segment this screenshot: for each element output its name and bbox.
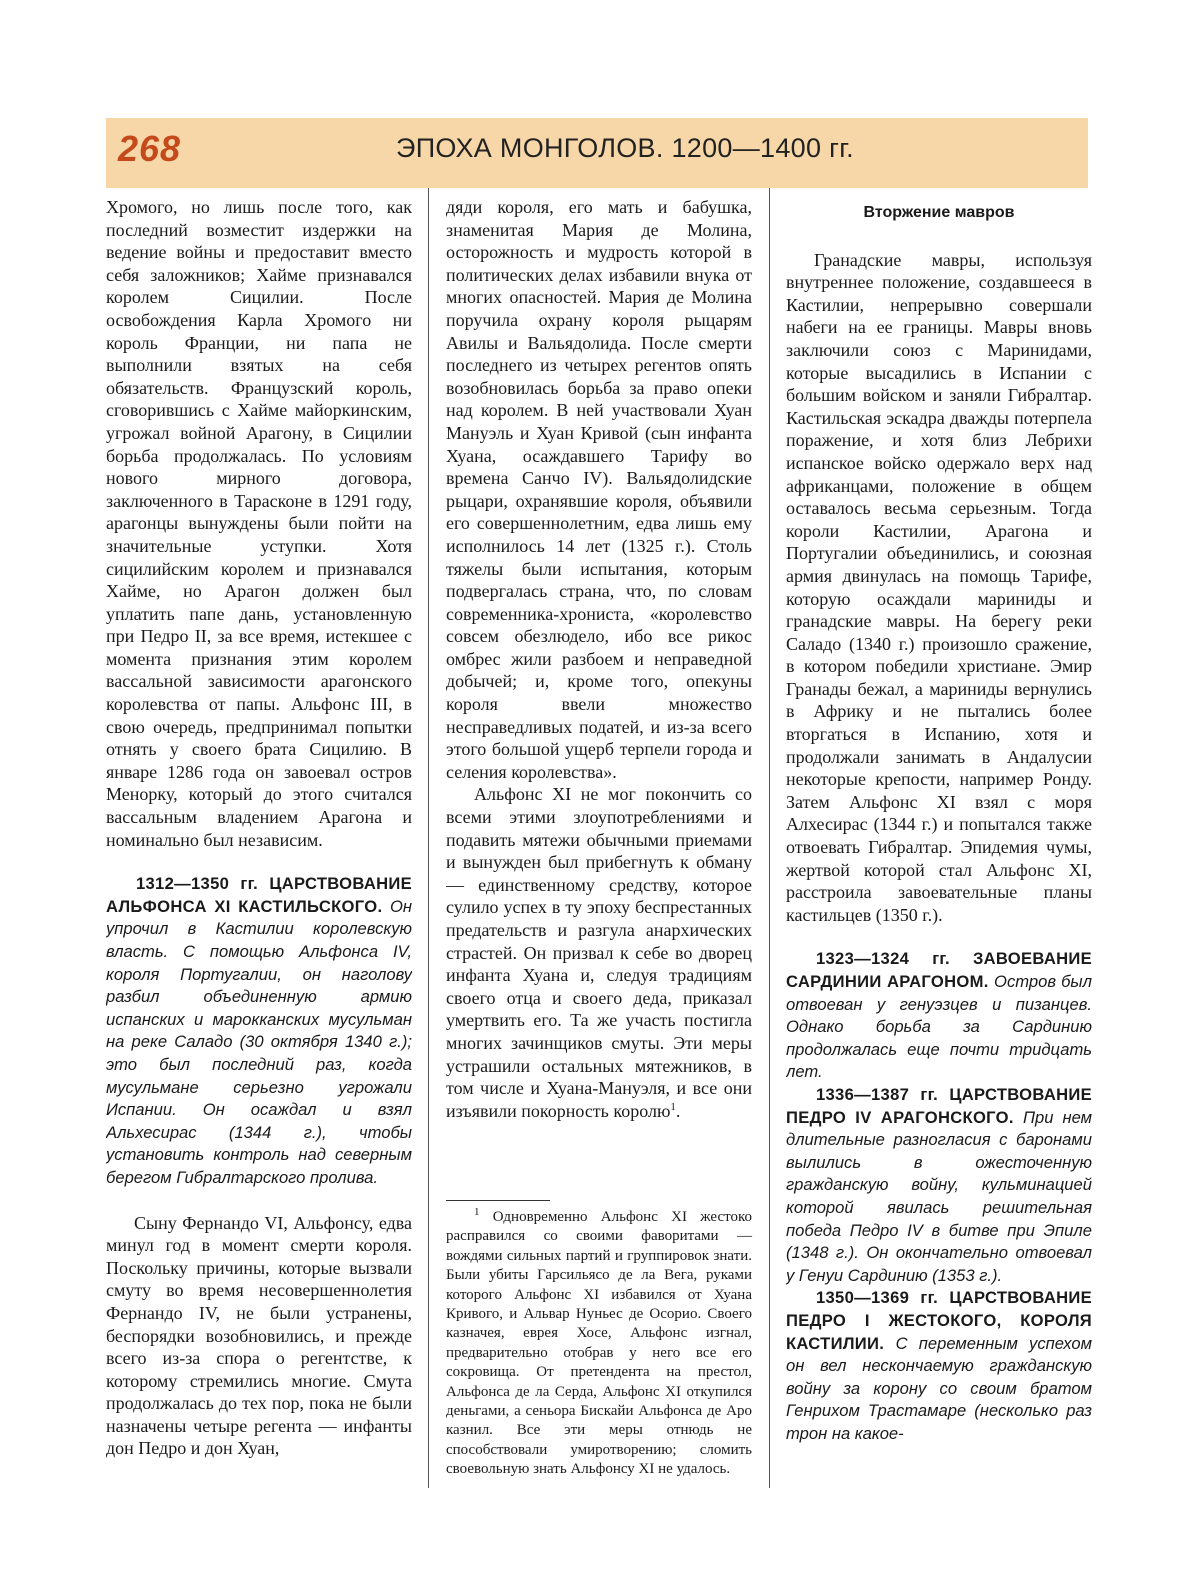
- paragraph: Гранадские мавры, используя внутреннее положение, создавшееся в Кастилии, непрерывно совершали набеги на ее границы. Мавры вновь заключили союз с Маринидами, которые высадились в Испании с большим войском и заняли Гибралтар. Кастильская эскадра дважды потерпела поражение, и хотя близ Лебрихи испанское войско одержало верх над африканцами, положение в общем оставалось весьма серьезным. Тогда короли Кастилии, Арагона и Португалии объединились, и союзная армия двинулась на помощь Тарифе, которую осаждали мариниды и гранадские мавры. На берегу реки Саладо (1340 г.) произошло сражение, в котором победили христиане. Эмир Гранады бежал, а мариниды вернулись в Африку и не пытались более вторгаться в Испанию, хотя и продолжали занимать в Андалусии некоторые крепости, например Ронду. Затем Альфонс XI взял с моря Алхесирас (1344 г.) и попытался также отвоевать Гибралтар. Эпидемия чумы, жертвой которой стал Альфонс XI, расстроила завоевательные планы кастильцев (1350 г.).: [786, 249, 1092, 925]
- footnote-ref: 1: [670, 1100, 676, 1113]
- page-header: [106, 118, 1088, 188]
- chronology-entry: [786, 948, 1092, 1084]
- chronology-entry: [786, 1287, 1092, 1445]
- footnote: [446, 1208, 752, 1480]
- entry-body: С переменным успехом он вел нескончаемую гражданскую войну за корону со своим братом Генрихом Трастамаре (несколько раз трон на какое-: [786, 1333, 1092, 1443]
- paragraph: Альфонс XI не мог покончить со всеми этими злоупотреблениями и подавить мятежи обычными приемами и вынужден был прибегнуть к обману — единственному средству, которое сулило успех в ту эпоху беспрестанных предательств и разгула анархических страстей. Он призвал к себе во дворец инфанта Хуана и, следуя традициям своего отца и своего деда, приказал умертвить его. Та же участь постигла многих зачинщиков смуты. Эти меры устрашили остальных мятежников, в том числе и Хуана-Мануэля, и все они изъявили покорность королю$^1$.: [446, 784, 752, 1121]
- column-divider: [428, 188, 429, 1488]
- entry-heading: 1350—1369 гг. ЦАРСТВОВАНИЕ ПЕДРО I ЖЕСТОКОГО, КОРОЛЯ КАСТИЛИИ.: [786, 1288, 1092, 1353]
- entry-body: При нем длительные разногласия с баронами вылились в ожесточенную гражданскую войну, кульминацией которой явилась решительная победа Педро IV в битве при Эпиле (1348 г.). Он окончательно отвоевал у Генуи Сардинию (1353 г.).: [786, 1107, 1092, 1285]
- chronology-entry: [106, 873, 412, 1189]
- footnote-rule: [446, 1200, 550, 1201]
- footnote-mark: 1: [474, 1206, 480, 1218]
- chronology-entry: [786, 1084, 1092, 1287]
- section-subheading: Вторжение мавров: [863, 204, 1015, 221]
- paragraph: дяди короля, его мать и бабушка, знаменитая Мария де Молина, осторожность и мудрость которой в политических делах избавили внука от многих опасностей. Мария де Молина поручила охрану короля рыцарям Авилы и Вальядолида. После смерти последнего из четырех регентов опять возобновилась борьба за право опеки над королем. В ней участвовали Хуан Мануэль и Хуан Кривой (сын инфанта Хуана, осаждавшего Тарифу во времена Санчо IV). Вальядолидские рыцари, охранявшие короля, объявили его совершеннолетним, едва лишь ему исполнилось 14 лет (1325 г.). Столь тяжелы были испытания, которым подвергалась страна, что, по словам современника-хрониста, «королевство совсем обезлюдело, ибо все рикос омбрес жили разбоем и неправедной добычей; и, кроме того, опекуны короля ввели множество несправедливых податей, и из-за всего этого большой ущерб терпели города и селения королевства».: [446, 197, 752, 782]
- entry-heading: 1312—1350 гг. ЦАРСТВОВАНИЕ АЛЬФОНСА XI КАСТИЛЬСКОГО.: [106, 874, 412, 916]
- column-right: [786, 196, 1092, 1445]
- page-number: 268: [118, 128, 182, 169]
- paragraph-text: Альфонс XI не мог покончить со всеми этими злоупотреблениями и подавить мятежи обычными приемами и вынужден был прибегнуть к обману — единственному средству, которое сулило успех в ту эпоху беспрестанных предательств и разгула анархических страстей. Он призвал к себе во дворец инфанта Хуана и, следуя традициям своего отца и своего деда, приказал умертвить его. Та же участь постигла многих зачинщиков смуты. Эти меры устрашили остальных мятежников, в том числе и Хуана-Мануэля, и все они изъявили покорность королю: [446, 784, 752, 1121]
- entry-heading: 1336—1387 гг. ЦАРСТВОВАНИЕ ПЕДРО IV АРАГОНСКОГО.: [786, 1084, 1092, 1127]
- paragraph: Сыну Фернандо VI, Альфонсу, едва минул год в момент смерти короля. Поскольку причины, которые вызвали смуту во время несовершеннолетия Фернандо IV, не были устранены, беспорядки возобновились, и прежде всего из-за спора о регентстве, к которому стремились многие. Смута продолжалась до тех пор, пока не были назначены четыре регента — инфанты дон Педро и дон Хуан,: [106, 1212, 412, 1459]
- column-middle: [446, 196, 752, 1186]
- paragraph: Хромого, но лишь после того, как последний возместит издержки на ведение войны и предоставит вместо себя заложников; Хайме признавался королем Сицилии. После освобождения Карла Хромого ни король Франции, ни папа не выполнили взятых на себя обязательств. Французский король, сговорившись с Хайме майоркинским, угрожал войной Арагону, в Сицилии борьба продолжалась. По условиям нового мирного договора, заключенного в Тарасконе в 1291 году, арагонцы вынуждены были пойти на значительные уступки. Хотя сицилийским королем и признавался Хайме, но Арагон должен был уплатить папе дань, установленную при Педро II, за все время, истекшее с момента признания этим королем вассальной зависимости арагонского королевства от папы. Альфонс III, в свою очередь, предпринимал попытки отнять у своего брата Сицилию. В январе 1286 года он завоевал остров Менорку, который до этого считался вассальным владением Арагона и номинально был независим.: [106, 197, 412, 850]
- entry-heading: 1323—1324 гг. ЗАВОЕВАНИЕ САРДИНИИ АРАГОНОМ.: [786, 949, 1092, 991]
- running-title: ЭПОХА МОНГОЛОВ. 1200—1400 гг.: [396, 133, 854, 163]
- entry-body: Он упрочил в Кастилии королевскую власть. С помощью Альфонса IV, короля Португалии, он наголову разбил объединенную армию испанских и марокканских мусульман на реке Саладо (30 октября 1340 г.); это был последний раз, когда мусульмане серьезно угрожали Испании. Он осаждал и взял Альхесирас (1344 г.), чтобы установить контроль над северным берегом Гибралтарского пролива.: [106, 896, 412, 1187]
- footnote-text: Одновременно Альфонс XI жестоко расправился со своими фаворитами — вождями сильных партий и группировок знати. Были убиты Гарсильясо де ла Вега, руками которого Альфонс XI избавился от Хуана Кривого, и Альвар Нуньес де Осорио. Своего казначея, еврея Хосе, Альфонс изгнал, предварительно отобрав у него все его сокровища. От претендента на престол, Альфонса де ла Серда, Альфонс XI откупился деньгами, а сеньора Бискайи Альфонса де Аро казнил. Все эти меры отнюдь не способствовали умиротворению; сломить своевольную знать Альфонсу XI не удалось.: [446, 1209, 752, 1478]
- entry-body: Остров был отвоеван у генуэзцев и пизанцев. Однако борьба за Сардинию продолжалась еще почти тридцать лет.: [786, 972, 1092, 1082]
- column-left: [106, 196, 412, 1460]
- column-divider: [769, 188, 770, 1488]
